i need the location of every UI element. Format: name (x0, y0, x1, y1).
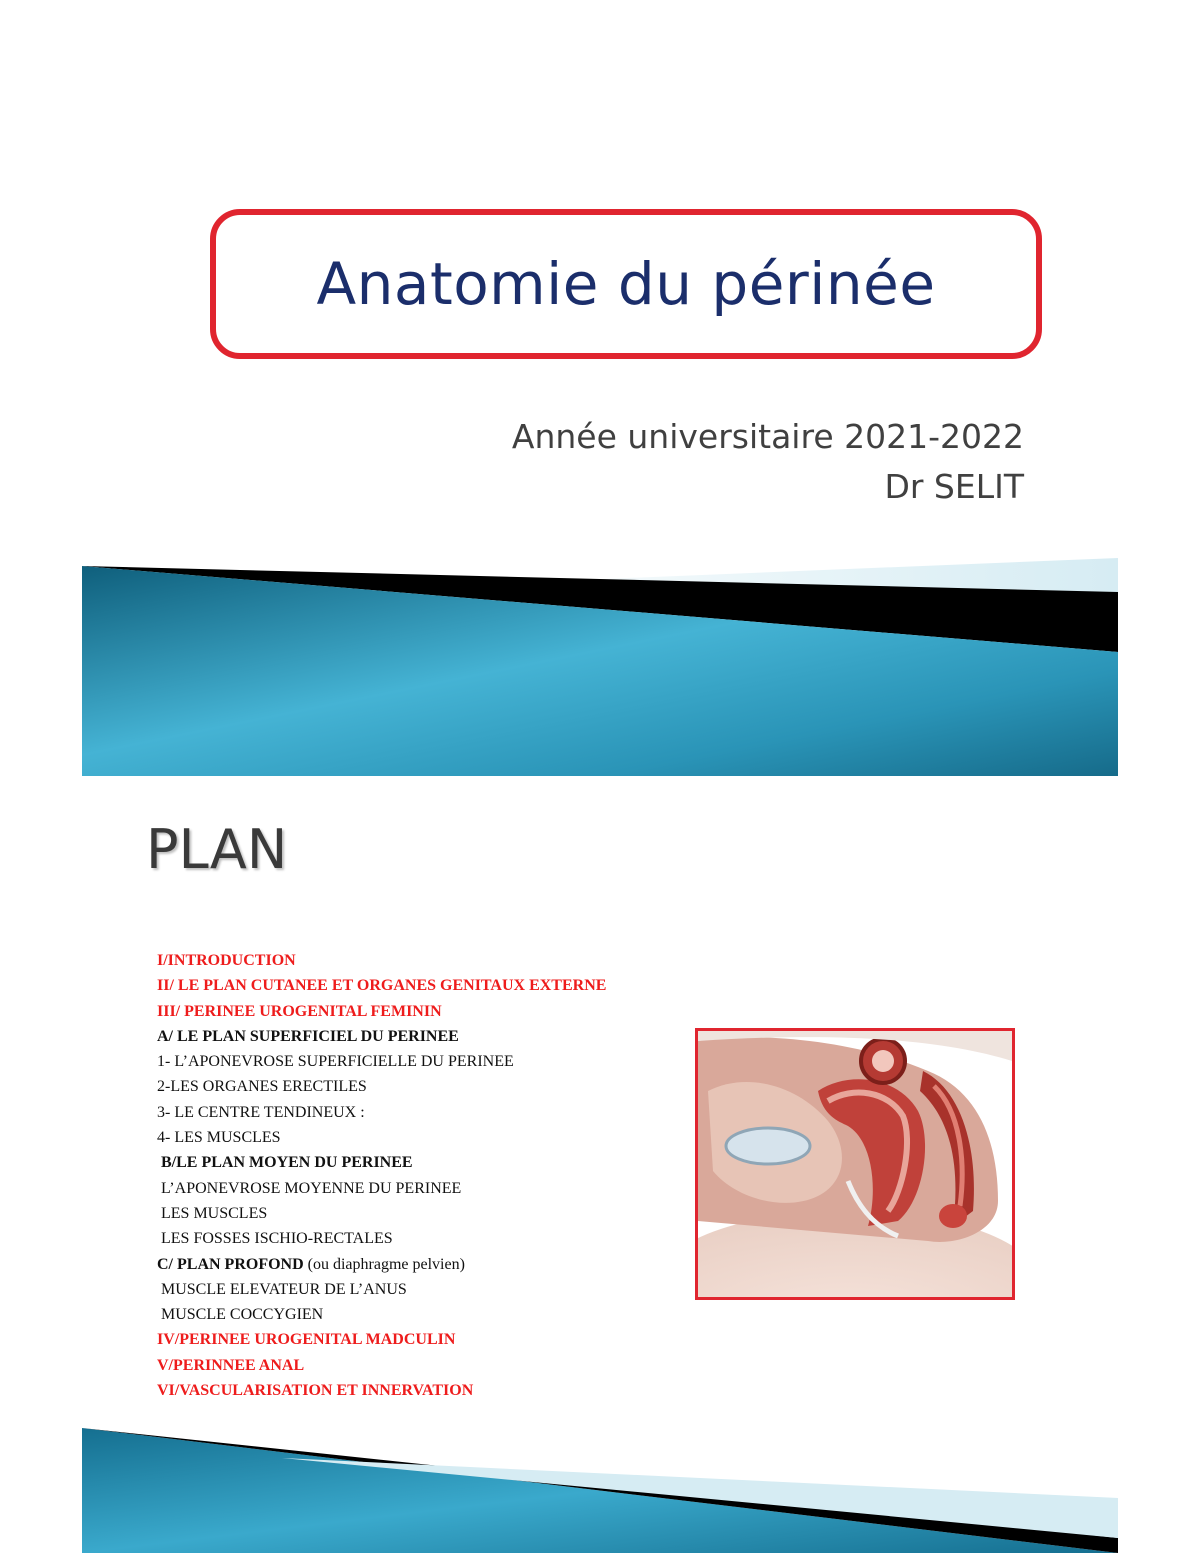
toc-item-label: 2-LES ORGANES ERECTILES (157, 1078, 367, 1096)
teal-banner (82, 558, 1118, 776)
toc-item-label: V/PERINNEE ANAL (157, 1356, 305, 1374)
toc-item-label: C/ PLAN PROFOND (157, 1255, 304, 1273)
toc-item-label: A/ LE PLAN SUPERFICIEL DU PERINEE (157, 1027, 459, 1045)
toc-item-label: LES MUSCLES (161, 1204, 268, 1222)
toc-item-label: 3- LE CENTRE TENDINEUX : (157, 1103, 365, 1121)
toc-item-label: II/ LE PLAN CUTANEE ET ORGANES GENITAUX EXTERNE (157, 977, 607, 995)
toc-item-label: III/ PERINEE UROGENITAL FEMININ (157, 1002, 442, 1020)
toc-item-label: 4- LES MUSCLES (157, 1129, 281, 1147)
pelvis-anatomy-image (695, 1028, 1015, 1300)
toc-item (157, 1378, 606, 1403)
toc-item (157, 1100, 606, 1125)
toc-item-label: LES FOSSES ISCHIO-RECTALES (161, 1230, 393, 1248)
toc-item-suffix: (ou diaphragme pelvien) (303, 1255, 465, 1273)
toc-item (157, 1049, 606, 1074)
toc-item-label: IV/PERINEE UROGENITAL MADCULIN (157, 1331, 456, 1349)
subtitle-block (512, 412, 1024, 512)
toc-item (157, 1252, 606, 1277)
toc-item (157, 1277, 606, 1302)
toc-item-label: L’APONEVROSE MOYENNE DU PERINEE (161, 1179, 462, 1197)
toc-item (157, 1024, 606, 1049)
toc-item (157, 999, 606, 1024)
author-name: Dr SELIT (884, 467, 1024, 506)
toc-item (157, 1353, 606, 1378)
teal-banner-bottom (82, 1428, 1118, 1553)
plan-heading: PLAN (146, 818, 288, 881)
document-title: Anatomie du périnée (316, 250, 936, 318)
toc-item-label: 1- L’APONEVROSE SUPERFICIELLE DU PERINEE (157, 1053, 514, 1071)
title-frame (210, 209, 1042, 359)
toc-item (157, 1074, 606, 1099)
toc-item-label: MUSCLE COCCYGIEN (161, 1306, 324, 1324)
toc-item (157, 1302, 606, 1327)
toc-item-label: VI/VASCULARISATION ET INNERVATION (157, 1382, 474, 1400)
pelvis-anatomy-model-icon (698, 1031, 1012, 1297)
toc-item (157, 1201, 606, 1226)
toc-item (157, 973, 606, 998)
toc-item-label: MUSCLE ELEVATEUR DE L’ANUS (161, 1280, 407, 1298)
toc-item (157, 1125, 606, 1150)
toc-item-label: B/LE PLAN MOYEN DU PERINEE (161, 1154, 413, 1172)
table-of-contents (157, 948, 606, 1403)
toc-item (157, 948, 606, 973)
toc-item (157, 1226, 606, 1251)
toc-item (157, 1150, 606, 1175)
toc-item (157, 1327, 606, 1352)
toc-item (157, 1176, 606, 1201)
academic-year: Année universitaire 2021-2022 (511, 417, 1024, 456)
toc-item-label: I/INTRODUCTION (157, 952, 296, 969)
